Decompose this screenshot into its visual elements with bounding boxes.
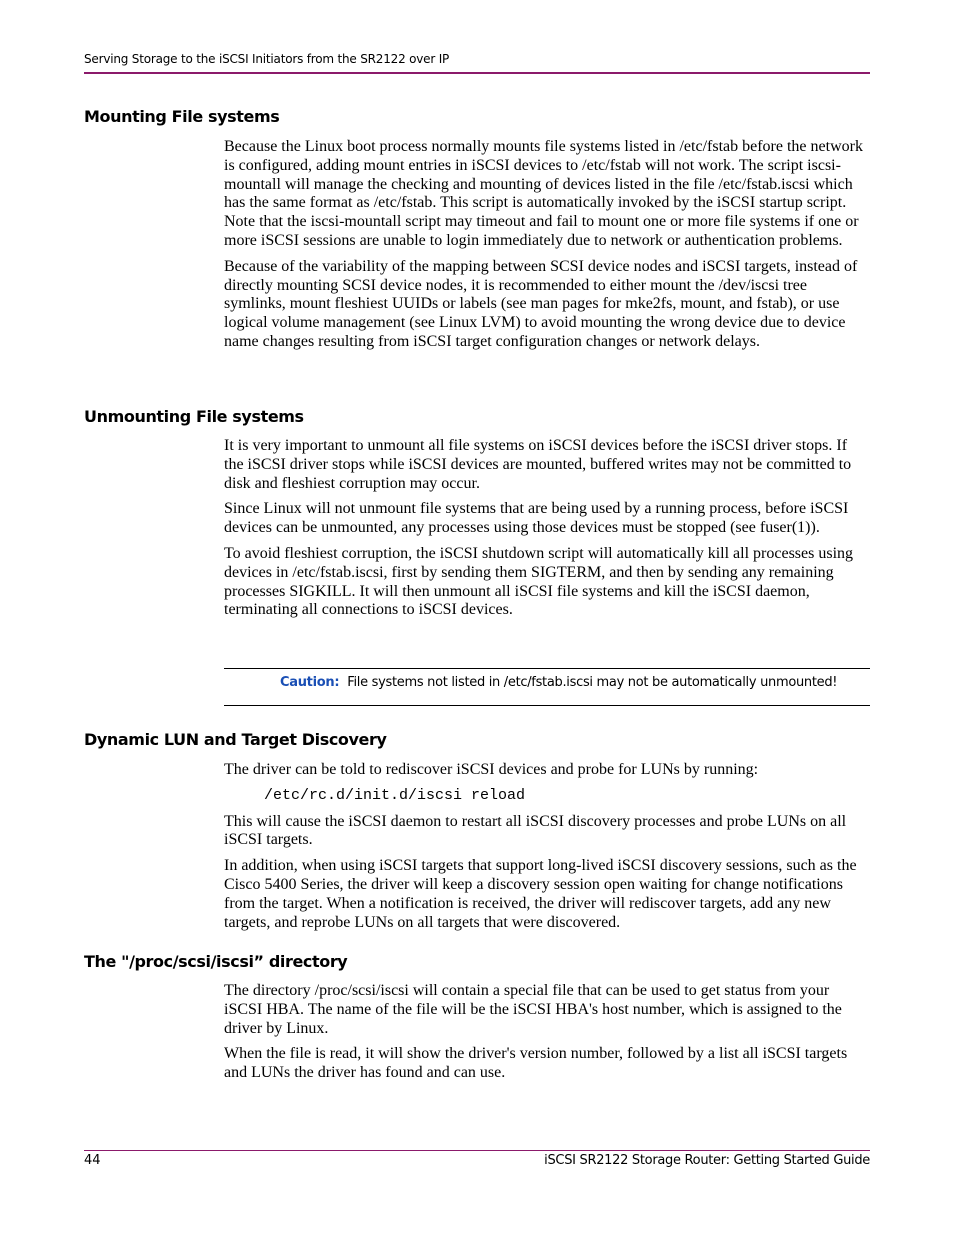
paragraph: In addition, when using iSCSI targets that support long-lived iSCSI discovery sessions, such as the Cisco 5400 Series, the driver will keep a discovery session open waiting for change notifications from the target. When a notification is received, the driver will rediscover targets, add any new targets, and reprobe LUNs on all targets that were discovered. — [224, 857, 857, 931]
header-rule — [84, 72, 870, 74]
paragraph: When the file is read, it will show the driver's version number, followed by a list all iSCSI targets and LUNs the driver has found and can use. — [224, 1045, 848, 1082]
paragraph: Because the Linux boot process normally mounts file systems listed in /etc/fstab before the network is configured, adding mount entries in iSCSI devices to /etc/fstab will not work. The script iscsi-mountall will manage the checking and mounting of devices listed in the file /etc/fstab.iscsi which has the same format as /etc/fstab. This script is automatically invoked by the iSCSI startup script. Note that the iscsi-mountall script may timeout and fail to mount one or more file systems if one or more iSCSI sessions are unable to login immediately due to network or authentication problems. — [224, 138, 863, 249]
caution-text — [280, 675, 837, 690]
paragraph: To avoid fleshiest corruption, the iSCSI shutdown script will automatically kill all processes using devices in /etc/fstab.iscsi, first by sending them SIGTERM, and then by sending any remaining processes SIGKILL. It will then unmount all iSCSI file systems and kill the iSCSI daemon, terminating all connections to iSCSI devices. — [224, 544, 854, 619]
footer-guide-title: iSCSI SR2122 Storage Router: Getting Started Guide — [544, 1153, 870, 1168]
section-title-unmounting: Unmounting File systems — [84, 407, 304, 426]
section-body-dynamic-lun — [224, 761, 870, 939]
paragraph: It is very important to unmount all file systems on iSCSI devices before the iSCSI driver stops. If the iSCSI driver stops while iSCSI devices are mounted, buffered writes may not be committed to disk and fleshiest corruption may occur. — [224, 437, 852, 492]
footer-rule — [84, 1150, 870, 1151]
paragraph: Because of the variability of the mapping between SCSI device nodes and iSCSI targets, instead of directly mounting SCSI device nodes, it is recommended to either mount the /dev/iscsi tree symlinks, mount fleshiest UUIDs or labels (see man pages for mke2fs, mount, and fstab), or use logical volume management (see Linux LVM) to avoid mounting the wrong device due to device name changes resulting from iSCSI target configuration changes or network delays. — [224, 257, 858, 350]
paragraph: The driver can be told to rediscover iSCSI devices and probe for LUNs by running: — [224, 761, 759, 778]
section-body-proc-scsi — [224, 982, 870, 1090]
caution-label: Caution: — [280, 675, 340, 690]
running-header: Serving Storage to the iSCSI Initiators from the SR2122 over IP — [84, 52, 450, 66]
paragraph: The directory /proc/scsi/iscsi will contain a special file that can be used to get status from your iSCSI HBA. The name of the file will be the iSCSI HBA's host number, which is assigned to the driver by Linux. — [224, 982, 842, 1037]
code-command: /etc/rc.d/init.d/iscsi reload — [264, 786, 526, 804]
section-title-proc-scsi: The "/proc/scsi/iscsi” directory — [84, 952, 348, 971]
section-title-dynamic-lun: Dynamic LUN and Target Discovery — [84, 730, 387, 749]
paragraph: This will cause the iSCSI daemon to restart all iSCSI discovery processes and probe LUNs on all iSCSI targets. — [224, 812, 847, 849]
paragraph: Since Linux will not unmount file systems that are being used by a running process, before iSCSI devices can be unmounted, any processes using those devices must be stopped (see fuser(1)). — [224, 500, 849, 537]
caution-note — [224, 668, 870, 706]
page-number: 44 — [84, 1153, 101, 1168]
section-title-mounting: Mounting File systems — [84, 107, 280, 126]
section-body-mounting — [224, 138, 870, 359]
section-body-unmounting — [224, 437, 870, 627]
caution-message: File systems not listed in /etc/fstab.iscsi may not be automatically unmounted! — [347, 675, 838, 690]
